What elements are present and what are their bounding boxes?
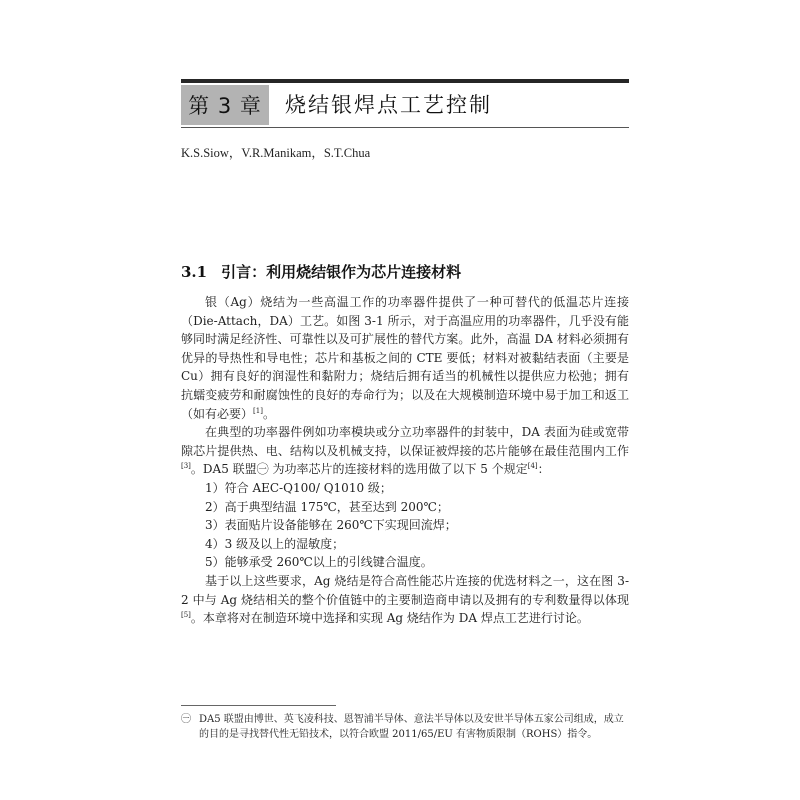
footnote-text: DA5 联盟由博世、英飞凌科技、恩智浦半导体、意法半导体以及安世半导体五家公司组成，成立的目的是寻找替代性无铅技术，以符合欧盟 2011/65/EU 有害物质限制（ROHS）指令。 [199, 714, 624, 740]
chapter-number: 第 3 章 [188, 94, 262, 118]
citation: [5] [181, 611, 191, 620]
paragraph-text: 银（Ag）烧结为一些高温工作的功率器件提供了一种可替代的低温芯片连接（Die-Attach，DA）工艺。如图 3-1 所示，对于高温应用的功率器件，几乎没有能够同时满足经济性、可靠性以及可扩展性的替代方案。此外，高温 DA 材料必须拥有优异的导热性和导电性；芯片和基板之间的 CTE 要低；材料对被黏结表面（主要是 Cu）拥有良好的润湿性和黏附力；烧结后拥有适当的机械性以提供应力松弛；拥有抗蠕变疲劳和耐腐蚀性的良好的寿命行为；以及在大规模制造环境中易于加工和返工（如有必要） [181, 295, 629, 421]
paragraph [181, 572, 629, 628]
list-item: 3）表面贴片设备能够在 260℃下实现回流焊； [205, 518, 457, 533]
body-text [181, 293, 629, 628]
author-list: K.S.Siow，V.R.Manikam，S.T.Chua [181, 146, 371, 160]
chapter-title: 烧结银焊点工艺控制 [285, 93, 492, 117]
section-number: 3.1 [181, 263, 208, 281]
paragraph [181, 293, 629, 423]
list-item: 2）高于典型结温 175℃，甚至达到 200℃； [205, 499, 449, 514]
paragraph-tail: ： [537, 462, 550, 477]
footnote [181, 712, 631, 742]
citation: [3] [181, 462, 191, 471]
list-item: 5）能够承受 260℃以上的引线键合温度。 [205, 555, 433, 570]
list-item: 4）3 级及以上的湿敏度； [205, 536, 345, 551]
paragraph-tail: 。 [262, 406, 275, 421]
paragraph [181, 423, 629, 479]
footnote-mark: ㊀ [181, 714, 191, 725]
paragraph-text: 在典型的功率器件例如功率模块或分立功率器件的封装中，DA 表面为硅或宽带隙芯片提供热、电、结构以及机械支持，以保证被焊接的芯片能够在最佳范围内工作 [181, 425, 629, 458]
chapter-top-rule [181, 79, 629, 83]
paragraph-tail: 。本章将对在制造环境中选择和实现 Ag 烧结作为 DA 焊点工艺进行讨论。 [190, 611, 589, 626]
citation: [1] [253, 406, 263, 415]
section-title: 引言：利用烧结银作为芯片连接材料 [221, 263, 462, 281]
section-heading [181, 261, 461, 282]
citation: [4] [527, 462, 538, 471]
chapter-bottom-rule [181, 127, 629, 128]
list-item: 1）符合 AEC-Q100/ Q1010 级； [205, 480, 392, 495]
paragraph-text: 基于以上这些要求，Ag 烧结是符合高性能芯片连接的优选材料之一，这在图 3-2 中与 Ag 烧结相关的整个价值链中的主要制造商申请以及拥有的专利数量得以体现 [181, 573, 629, 607]
paragraph-tail: 。DA5 联盟㊀ 为功率芯片的连接材料的选用做了以下 5 个规定 [190, 462, 528, 477]
footnote-rule [181, 705, 336, 706]
chapter-number-box [181, 85, 269, 125]
